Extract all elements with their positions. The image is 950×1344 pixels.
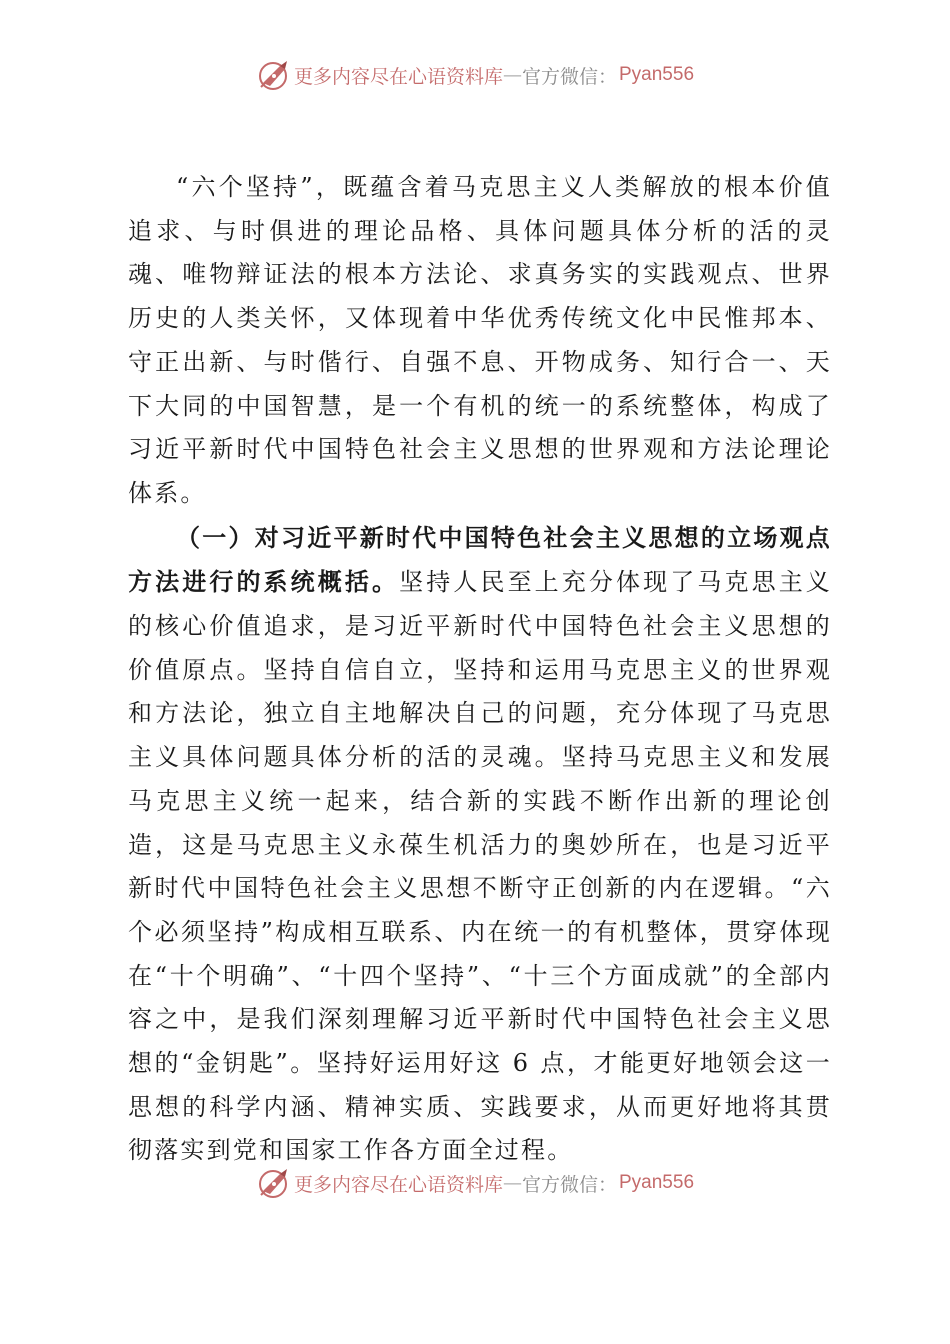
banner-wechat-label: 官方微信： xyxy=(521,65,617,88)
paragraph-1 xyxy=(128,166,832,516)
banner-wechat-label: 官方微信： xyxy=(521,1173,617,1196)
banner-site-name: 更多内容尽在心语资料库 xyxy=(293,1173,503,1196)
banner-wechat-id: Pyan556 xyxy=(619,1172,695,1193)
pen-nib-logo-icon xyxy=(256,57,292,93)
paragraph-2-text: 坚持人民至上充分体现了马克思主义的核心价值追求，是习近平新时代中国特色社会主义思想的价值原点。坚持自信自立，坚持和运用马克思主义的世界观和方法论，独立自主地解决自己的问题，充分体现了马克思主义具体问题具体分析的活的灵魂。坚持马克思主义和发展马克思主义统一起来，结合新的实践不断作出新的理论创造，这是马克思主义永葆生机活力的奥妙所在，也是习近平新时代中国特色社会主义思想不断守正创新的内在逻辑。“六个必须坚持”构成相互联系、内在统一的有机整体，贯穿体现在“十个明确”、“十四个坚持”、“十三个方面成就”的全部内容之中，是我们深刻理解习近平新时代中国特色社会主义思想的“金钥匙”。坚持好运用好这 6 点，才能更好地领会这一思想的科学内涵、精神实质、实践要求，从而更好地将其贯彻落实到党和国家工作各方面全过程。 xyxy=(128,568,833,1165)
section-heading-1: （一）对习近平新时代中国特色社会主义思想的立场观点方法进行的系统概括。 xyxy=(128,522,832,597)
banner-site-name: 更多内容尽在心语资料库 xyxy=(293,65,503,88)
banner-dash: — xyxy=(502,64,522,86)
footer-banner xyxy=(0,1163,950,1203)
pen-nib-logo-icon xyxy=(256,1165,292,1201)
paragraph-2 xyxy=(128,516,832,1174)
paragraph-1-text: “六个坚持”，既蕴含着马克思主义人类解放的根本价值追求、与时俱进的理论品格、具体问题具体分析的活的灵魂、唯物辩证法的根本方法论、求真务实的实践观点、世界历史的人类关怀，又体现着中华优秀传统文化中民惟邦本、守正出新、与时偕行、自强不息、开物成务、知行合一、天下大同的中国智慧，是一个有机的统一的系统整体，构成了习近平新时代中国特色社会主义思想的世界观和方法论理论体系。 xyxy=(128,173,832,507)
banner-dash: — xyxy=(502,1172,522,1194)
header-banner xyxy=(0,55,950,95)
document-body xyxy=(128,166,832,1173)
banner-wechat-id: Pyan556 xyxy=(619,64,695,85)
